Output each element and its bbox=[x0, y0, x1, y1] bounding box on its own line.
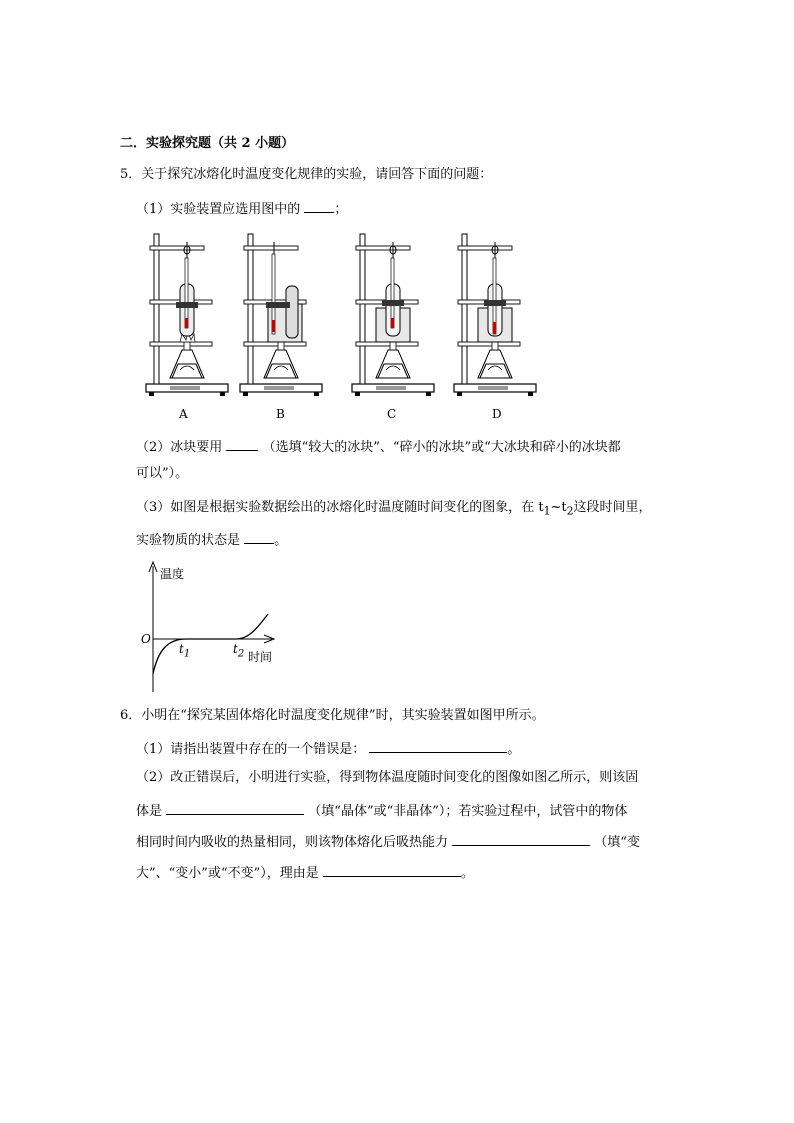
apparatus-a bbox=[146, 234, 228, 396]
graph-origin: O bbox=[141, 632, 151, 646]
option-label-d: D bbox=[492, 407, 502, 421]
q5-part3-state-text: 实验物质的状态是 bbox=[136, 533, 241, 548]
q5-part2 bbox=[136, 437, 621, 456]
q6-part2-heat: 相同时间内吸收的热量相同，则该物体熔化后吸热能力 bbox=[136, 835, 449, 850]
q5-answer-blank-1[interactable] bbox=[304, 199, 334, 213]
option-label-c: C bbox=[387, 407, 397, 421]
q6-answer-blank-4[interactable] bbox=[323, 863, 461, 877]
q6-part2-line4 bbox=[136, 863, 474, 882]
q6-stem: 6．小明在“探究某固体熔化时温度变化规律”时，其实验装置如图甲所示。 bbox=[120, 708, 545, 723]
q6-part2-reason: 大”、“变小”或“不变”），理由是 bbox=[136, 866, 319, 881]
q6-part2-fill: （填“变 bbox=[594, 835, 640, 850]
q5-part3-period: 。 bbox=[274, 533, 288, 548]
graph-t1-sub: 1 bbox=[183, 648, 191, 660]
apparatus-c bbox=[352, 234, 434, 396]
q5-answer-blank-3[interactable] bbox=[244, 530, 274, 544]
option-label-b: B bbox=[276, 407, 285, 421]
graph-t1 bbox=[179, 641, 190, 662]
q6-part2-line3 bbox=[136, 832, 640, 851]
section-title: 二．实验探究题（共 2 小题） bbox=[120, 136, 295, 151]
q5-part2-text: （2）冰块要用 bbox=[136, 440, 223, 455]
q6-part1 bbox=[136, 739, 520, 758]
q5-part2-cont: 可以”）。 bbox=[136, 466, 189, 481]
melting-graph bbox=[136, 560, 286, 695]
q5-part2-options: （选填“较大的冰块”、“碎小的冰块”或“大冰块和碎小的冰块都 bbox=[262, 440, 621, 455]
graph-ylabel: 温度 bbox=[160, 567, 185, 581]
q5-part1-end: ； bbox=[334, 202, 348, 217]
q5-part1 bbox=[136, 199, 347, 218]
q5-answer-blank-2[interactable] bbox=[226, 437, 258, 451]
q5-part3-end: 这段时间里， bbox=[573, 500, 652, 515]
q5-part3-sub2: 2 bbox=[566, 504, 574, 518]
option-label-a: A bbox=[179, 407, 188, 421]
graph-t1-letter: t bbox=[179, 642, 184, 656]
apparatus-d bbox=[454, 234, 536, 396]
q5-part3 bbox=[136, 500, 652, 520]
q5-part1-text: （1）实验装置应选用图中的 bbox=[136, 202, 301, 217]
q6-part1-end: 。 bbox=[507, 742, 521, 757]
apparatus-b bbox=[240, 234, 322, 396]
q6-part2-is: 体是 bbox=[136, 804, 163, 819]
graph-t2-letter: t bbox=[233, 642, 238, 656]
q5-part3-mid: ~t bbox=[550, 500, 567, 515]
q5-part3-line2 bbox=[136, 530, 287, 549]
q5-part3-sub1: 1 bbox=[543, 504, 551, 518]
q5-part3-text: （3）如图是根据实验数据绘出的冰熔化时温度随时间变化的图象，在 t bbox=[136, 500, 544, 515]
q6-answer-blank-2[interactable] bbox=[166, 801, 304, 815]
q6-part2: （2）改正错误后，小明进行实验，得到物体温度随时间变化的图像如图乙所示，则该固 bbox=[136, 770, 639, 785]
q6-part2-period: 。 bbox=[460, 866, 474, 881]
q6-part2-line2 bbox=[136, 801, 627, 820]
q6-part2-crystal: （填“晶体”或“非晶体”）；若实验过程中，试管中的物体 bbox=[308, 804, 628, 819]
q6-part1-text: （1）请指出装置中存在的一个错误是： bbox=[136, 742, 366, 757]
graph-xlabel: 时间 bbox=[248, 650, 273, 664]
q6-answer-blank-3[interactable] bbox=[452, 832, 590, 846]
graph-curve bbox=[153, 614, 268, 674]
q5-stem: 5．关于探究冰熔化时温度变化规律的实验，请回答下面的问题： bbox=[120, 167, 493, 182]
q6-answer-blank-1[interactable] bbox=[369, 739, 507, 753]
apparatus-figure bbox=[140, 228, 540, 406]
graph-t2 bbox=[233, 641, 244, 662]
graph-t2-sub: 2 bbox=[237, 648, 245, 660]
